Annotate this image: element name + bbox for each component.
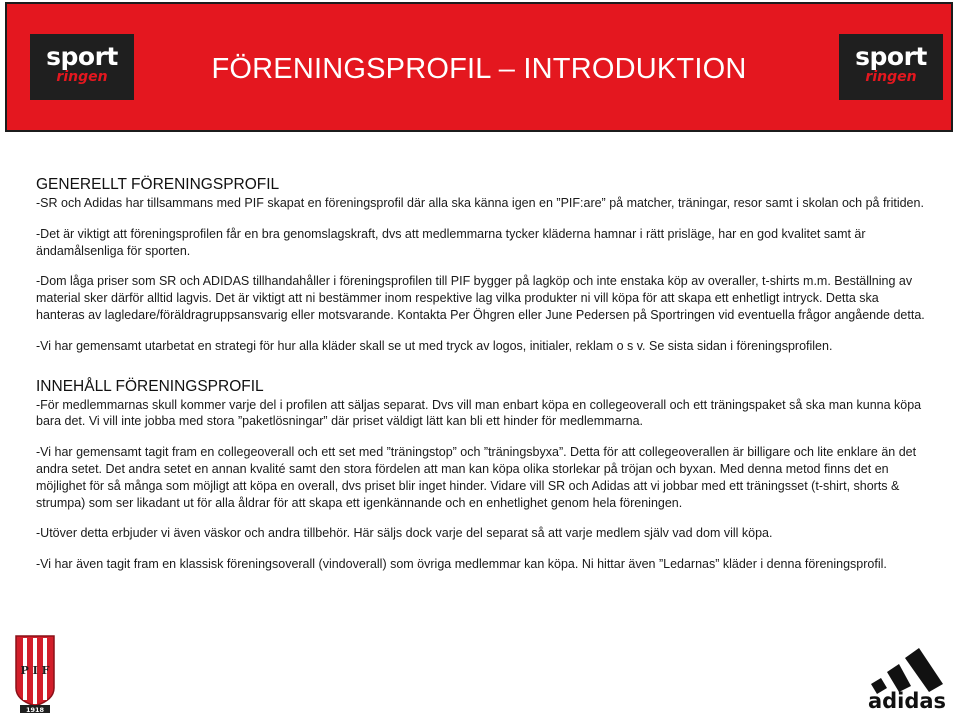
svg-text:1918: 1918 <box>25 706 45 714</box>
sportringen-logo-right <box>839 34 943 100</box>
paragraph: -För medlemmarnas skull kommer varje del i profilen att säljas separat. Dvs vill man enbart köpa en collegeoverall och ett träningspaket så ska man kunna köpa bara det. Vi vill inte jobba med stora ”paketlösningar” där priset väldigt lätt kan bli ett hinder för medlemmarna. <box>36 397 922 429</box>
section-heading-general: GENERELLT FÖRENINGSPROFIL <box>36 176 280 193</box>
svg-text:P I F: P I F <box>20 664 50 677</box>
paragraph: -Utöver detta erbjuder vi även väskor och andra tillbehör. Här säljs dock varje del separat så att varje medlem själv vad dom vill köpa. <box>36 526 773 541</box>
adidas-logo <box>857 640 957 712</box>
adidas-wordmark: adidas <box>867 689 947 712</box>
paragraph: -SR och Adidas har tillsammans med PIF skapat en föreningsprofil där alla ska känna igen en ”PIF:are” på matcher, träningar, resor samt i skolan och på fritiden. <box>36 196 924 210</box>
logo-word: sport <box>46 42 118 71</box>
paragraph: -Vi har även tagit fram en klassisk föreningsoverall (vindoverall) som övriga medlemmar kan köpa. Ni hittar även ”Ledarnas” kläder i denna föreningsprofil. <box>36 557 887 572</box>
paragraph: -Det är viktigt att föreningsprofilen får en bra genomslagskraft, dvs att medlemmarna tycker kläderna hamnar i rätt prisläge, har en god kvalitet samt är ändamålsenliga för sporten. <box>36 226 866 258</box>
pif-crest-logo <box>14 634 56 714</box>
logo-word: sport <box>855 42 927 71</box>
page-title: FÖRENINGSPROFIL – INTRODUKTION <box>211 53 747 85</box>
logo-sub: ringen <box>56 69 108 85</box>
document-body <box>36 175 928 587</box>
title-banner <box>5 2 953 132</box>
logo-sub: ringen <box>865 69 917 85</box>
section-heading-content: INNEHÅLL FÖRENINGSPROFIL <box>36 377 264 395</box>
paragraph: -Dom låga priser som SR och ADIDAS tillhandahåller i föreningsprofilen till PIF bygger på lagköp och inte enstaka köp av overaller, t-shirts m.m. Beställning av material sker därför alltid lagvis. Det är viktigt att ni bestämmer inom respektive lag vilka produkter ni vill köpa för att skapa ett enhetligt intryck. Detta ska hanteras av lagledare/föräldragruppsansvarig eller motsvarande. Kontakta Per Öhgren eller June Pedersen på Sportringen vid eventuella frågor angående detta. <box>36 274 925 322</box>
paragraph: -Vi har gemensamt tagit fram en collegeoverall och ett set med ”träningstop” och ”träningsbyxa”. Detta för att collegeoverallen är billigare och lite enklare än det andra setet. Det andra setet en annan kvalité samt den stora fördelen att man kan köpa olika storlekar på tröjan och byxan. Med denna metod finns det en möjlighet för så många som möjligt att köpa en overall, dvs priset blir inget hinder. Vidare vill SR och Adidas att vi jobbar med ett träningsset (t-shirt, shorts & strumpa) som ser likadant ut för alla åldrar för att skapa ett igenkännande och en enhetlighet genom hela föreningen. <box>36 445 917 510</box>
paragraph: -Vi har gemensamt utarbetat en strategi för hur alla kläder skall se ut med tryck av logos, initialer, reklam o s v. Se sista sidan i föreningsprofilen. <box>36 338 833 353</box>
